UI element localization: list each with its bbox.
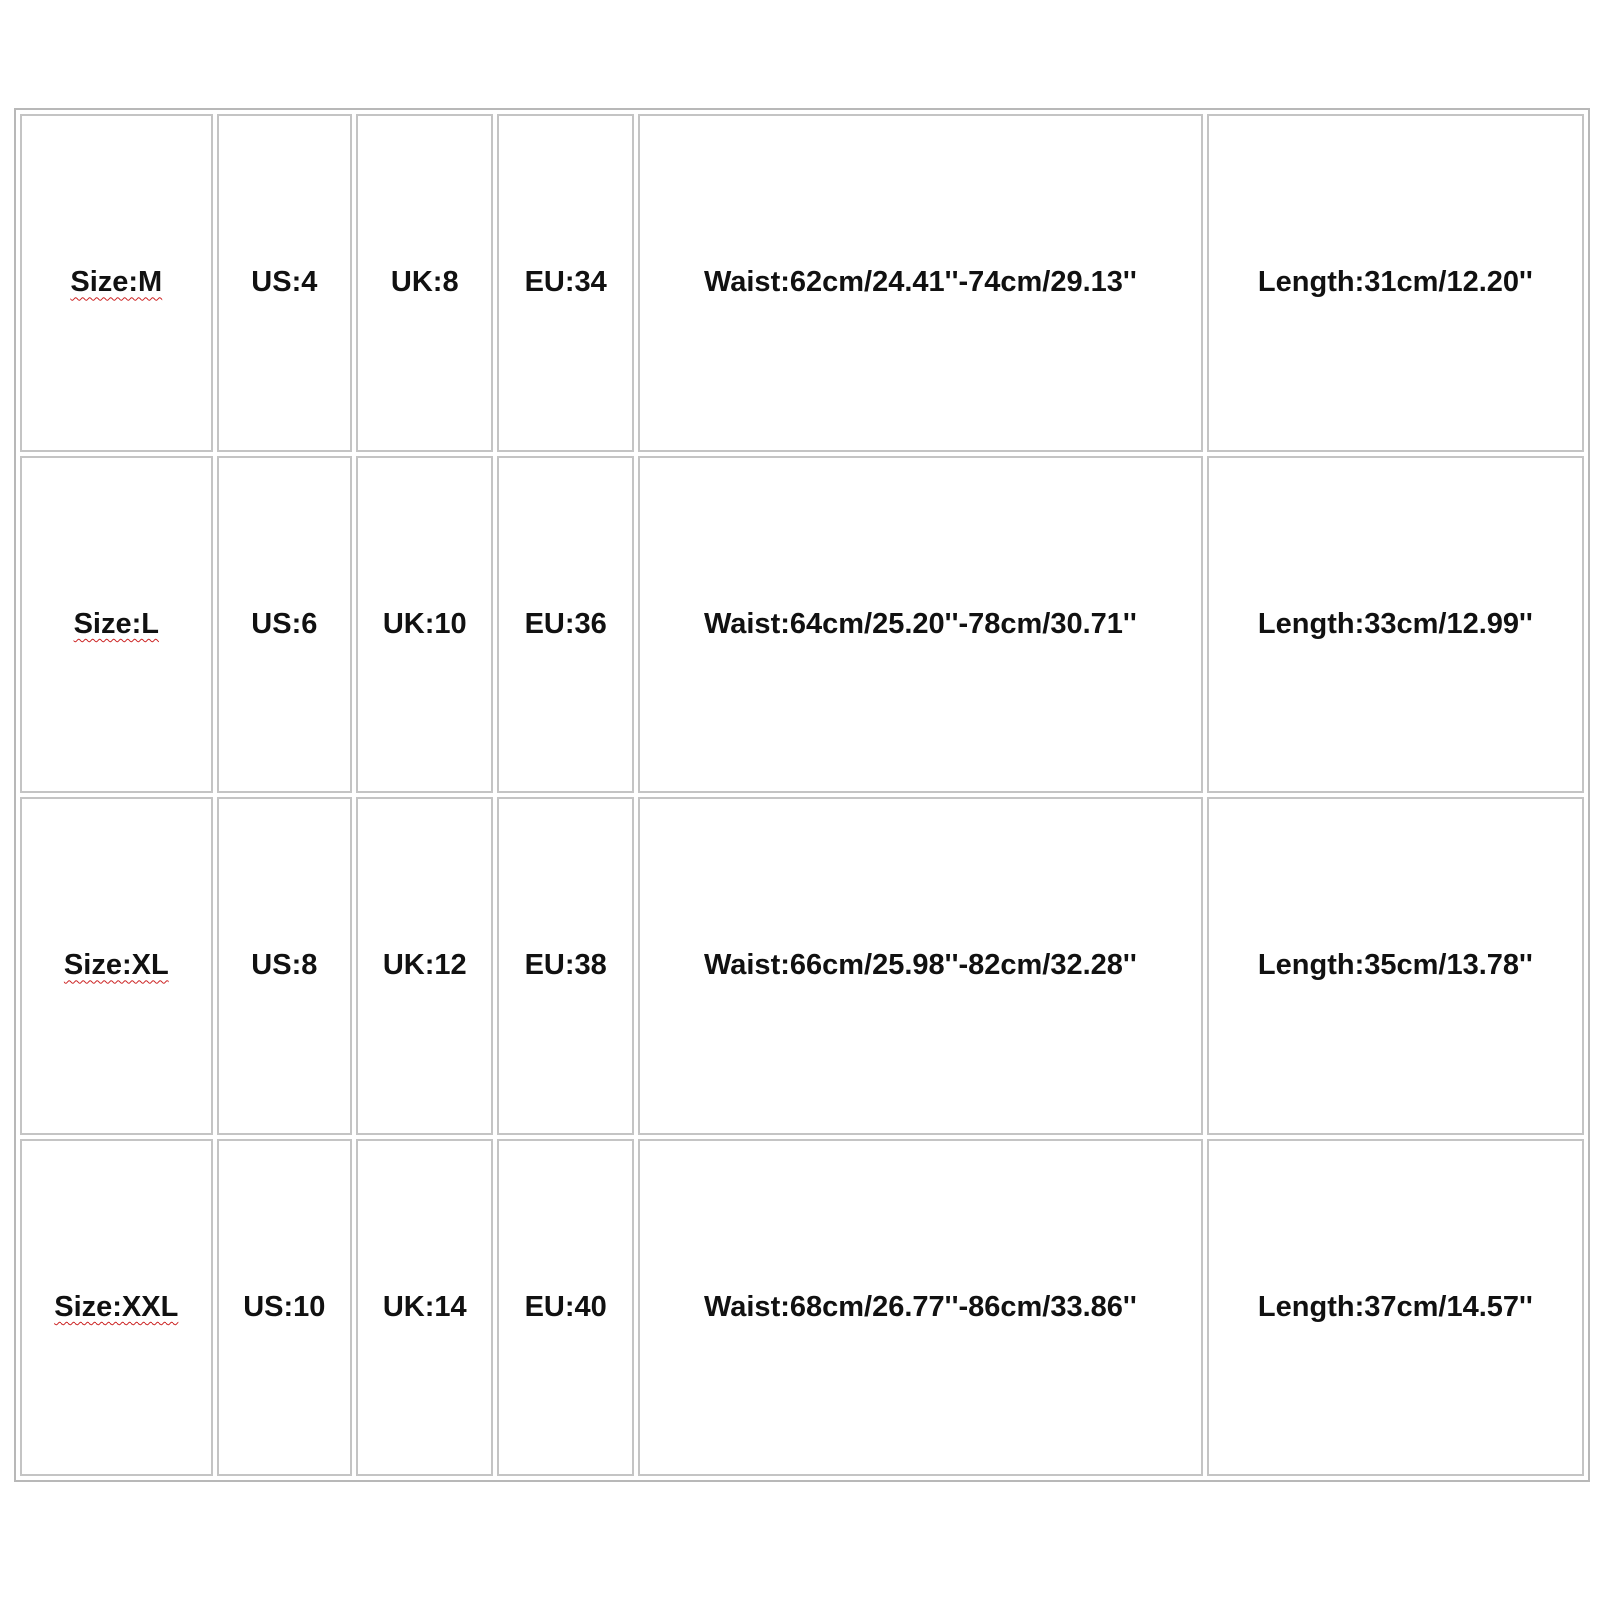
waist-cell: Waist:64cm/25.20''-78cm/30.71'' [638, 456, 1203, 794]
table-row [20, 114, 1584, 452]
size-label: Size:L [73, 607, 159, 640]
length-cell: Length:37cm/14.57'' [1207, 1139, 1584, 1477]
waist-cell: Waist:62cm/24.41''-74cm/29.13'' [638, 114, 1203, 452]
length-cell: Length:31cm/12.20'' [1207, 114, 1584, 452]
length-cell: Length:35cm/13.78'' [1207, 797, 1584, 1135]
size-cell [20, 114, 213, 452]
size-chart-table [14, 108, 1590, 1482]
size-chart-grid [16, 110, 1588, 1480]
table-row [20, 797, 1584, 1135]
eu-size-cell: EU:40 [497, 1139, 633, 1477]
us-size-cell: US:10 [217, 1139, 352, 1477]
size-cell [20, 1139, 213, 1477]
eu-size-cell: EU:34 [497, 114, 633, 452]
us-size-cell: US:8 [217, 797, 352, 1135]
uk-size-cell: UK:10 [356, 456, 493, 794]
eu-size-cell: EU:36 [497, 456, 633, 794]
size-cell [20, 797, 213, 1135]
us-size-cell: US:6 [217, 456, 352, 794]
waist-cell: Waist:68cm/26.77''-86cm/33.86'' [638, 1139, 1203, 1477]
waist-cell: Waist:66cm/25.98''-82cm/32.28'' [638, 797, 1203, 1135]
uk-size-cell: UK:8 [356, 114, 493, 452]
size-label: Size:XXL [54, 1290, 179, 1323]
uk-size-cell: UK:12 [356, 797, 493, 1135]
uk-size-cell: UK:14 [356, 1139, 493, 1477]
length-cell: Length:33cm/12.99'' [1207, 456, 1584, 794]
size-label: Size:M [70, 266, 163, 299]
table-row [20, 456, 1584, 794]
us-size-cell: US:4 [217, 114, 352, 452]
size-cell [20, 456, 213, 794]
table-row [20, 1139, 1584, 1477]
eu-size-cell: EU:38 [497, 797, 633, 1135]
size-label: Size:XL [63, 949, 169, 982]
